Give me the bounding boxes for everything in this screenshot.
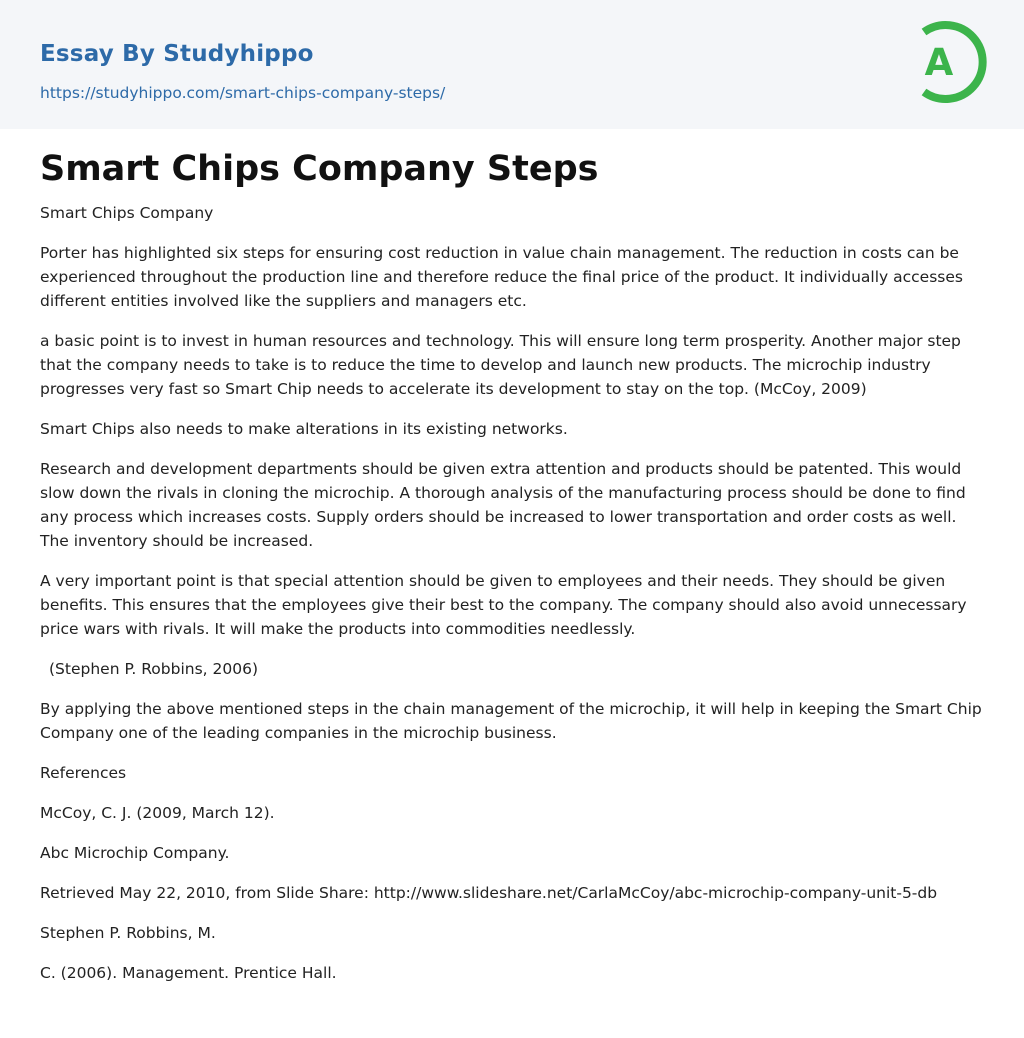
brand-title[interactable]: Essay By Studyhippo	[40, 41, 314, 67]
source-url-link[interactable]: https://studyhippo.com/smart-chips-company-steps/	[40, 84, 446, 102]
reference-item: Stephen P. Robbins, M.	[40, 924, 216, 942]
paragraph-citation: (Stephen P. Robbins, 2006)	[49, 660, 259, 678]
page-title: Smart Chips Company Steps	[40, 149, 599, 189]
article-subtitle: Smart Chips Company	[40, 204, 214, 222]
article-body	[0, 129, 1024, 985]
site-header	[0, 0, 1024, 129]
paragraph-conclusion: By applying the above mentioned steps in the chain management of the microchip, it will help in keeping the Smart Chip Company one of the leading companies in the microchip business.	[40, 700, 982, 742]
paragraph-research: Research and development departments should be given extra attention and products should be patented. This would slow down the rivals in cloning the microchip. A thorough analysis of the manufacturing process should be done to find any process which increases costs. Supply orders should be increased to lower transportation and order costs as well. The inventory should be increased.	[40, 460, 966, 550]
studyhippo-logo-icon[interactable]	[908, 18, 988, 106]
paragraph-networks: Smart Chips also needs to make alterations in its existing networks.	[40, 420, 568, 438]
references-heading: References	[40, 764, 127, 782]
reference-item: Abc Microchip Company.	[40, 844, 230, 862]
paragraph-porter-steps: Porter has highlighted six steps for ensuring cost reduction in value chain management. The reduction in costs can be experienced throughout the production line and therefore reduce the final price of the product. It individually accesses different entities involved like the suppliers and managers etc.	[40, 244, 963, 310]
reference-item: Retrieved May 22, 2010, from Slide Share: http://www.slideshare.net/CarlaMcCoy/abc-microchip-company-unit-5-db	[40, 884, 938, 902]
logo-letter: A	[924, 41, 954, 84]
reference-item: C. (2006). Management. Prentice Hall.	[40, 964, 337, 982]
reference-item: McCoy, C. J. (2009, March 12).	[40, 804, 275, 822]
paragraph-human-resources: a basic point is to invest in human resources and technology. This will ensure long term prosperity. Another major step that the company needs to take is to reduce the time to develop and launch new products. The microchip industry progresses very fast so Smart Chip needs to accelerate its development to stay on the top. (McCoy, 2009)	[40, 332, 961, 398]
paragraph-employees: A very important point is that special attention should be given to employees and their needs. They should be given benefits. This ensures that the employees give their best to the company. The company should also avoid unnecessary price wars with rivals. It will make the products into commodities needlessly.	[40, 572, 967, 638]
